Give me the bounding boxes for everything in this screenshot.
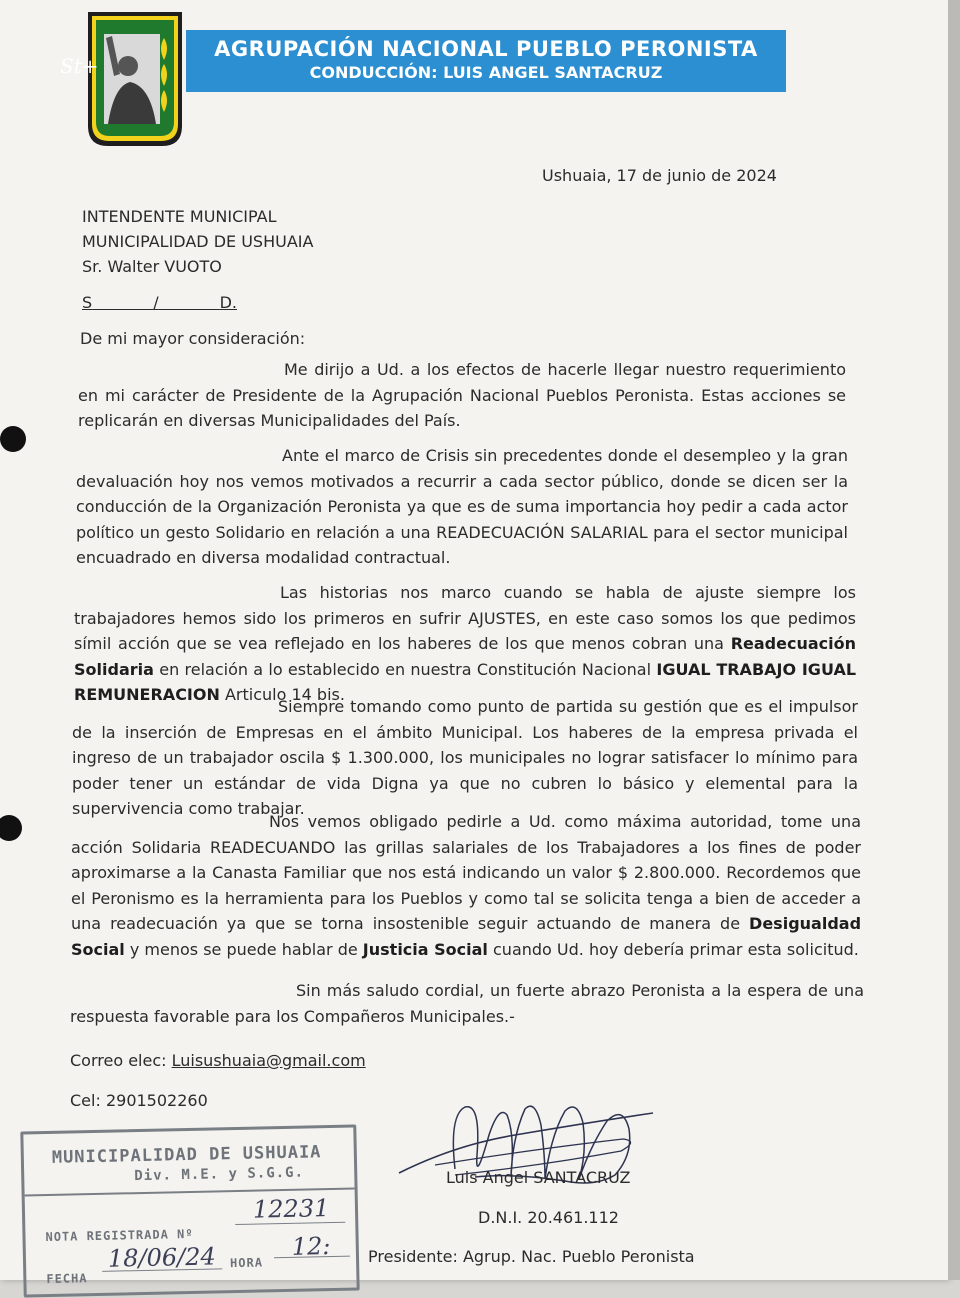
paragraph-4-text: Siempre tomando como punto de partida su gestión que es el impulsor de la inserción de Empresas en el ámbito Municipal. Los haberes de la empresa privada el ingreso de un trabajador oscila $ 1.300.000, los municipales no lograr satisfacer lo mínimo para poder tener un estándar de vida Digna ya que no cubren lo básico y elemental para la supervivencia como trabajar. bbox=[72, 697, 858, 818]
sd-s: S bbox=[82, 293, 93, 312]
paragraph-5-text-e: cuando Ud. hoy debería primar esta solicitud. bbox=[493, 939, 859, 959]
paragraph-3 bbox=[74, 580, 856, 708]
handwritten-mark: St+ bbox=[60, 54, 99, 78]
email-line bbox=[70, 1048, 366, 1074]
stamp-hora-label: HORA bbox=[229, 1255, 264, 1271]
phone-number: 2901502260 bbox=[105, 1091, 208, 1110]
paragraph-1-text: Me dirijo a Ud. a los efectos de hacerle llegar nuestro requerimiento en mi carácter de Presidente de la Agrupación Nacional Pueblos Peronista. Estas acciones se replicarán en diversas Municipalidades del País. bbox=[78, 360, 846, 430]
paragraph-3-text-c: en relación a lo establecido en nuestra Constitución Nacional bbox=[159, 659, 652, 679]
salutation-sd bbox=[82, 290, 237, 316]
greeting: De mi mayor consideración: bbox=[80, 329, 306, 348]
stamp-fecha-value: 18/06/24 bbox=[107, 1242, 217, 1273]
closing-text: Sin más saludo cordial, un fuerte abrazo Peronista a la espera de una respuesta favorable para los Compañeros Municipales.- bbox=[70, 981, 864, 1026]
date-line: Ushuaia, 17 de junio de 2024 bbox=[542, 166, 777, 185]
paragraph-5 bbox=[71, 809, 861, 962]
stamp-nota-number: 12231 bbox=[252, 1194, 330, 1224]
registration-stamp bbox=[20, 1124, 359, 1297]
signatory-name: Luis Angel SANTACRUZ bbox=[446, 1168, 631, 1187]
paragraph-5-bold-desigualdad: Desigualdad Social bbox=[71, 914, 862, 959]
paragraph-3-text-e: Articulo 14 bis. bbox=[224, 685, 345, 704]
phone-line bbox=[70, 1088, 208, 1114]
signatory-role: Presidente: Agrup. Nac. Pueblo Peronista bbox=[368, 1247, 695, 1266]
phone-label: Cel: bbox=[70, 1091, 101, 1110]
paragraph-5-bold-justicia: Justicia Social bbox=[362, 939, 488, 959]
stamp-hora-value: 12: bbox=[291, 1232, 331, 1261]
paragraph-4 bbox=[72, 694, 858, 822]
stamp-nota-label: NOTA REGISTRADA Nº bbox=[45, 1226, 194, 1245]
paragraph-2 bbox=[76, 443, 848, 571]
page-edge bbox=[948, 0, 960, 1280]
peronist-shield-logo bbox=[84, 8, 186, 148]
paragraph-5-text-a: Nos vemos obligado pedirle a Ud. como máxima autoridad, tome una acción Solidaria READECUANDO las grillas salariales de los Trabajadores a los fines de poder aproximarse a la Canasta Familiar que nos está indicando un valor $ 2.800.000. Recordemos que el Peronismo es la herramienta para los Pueblos y como tal se solicita tenga a bien de acceder a una readecuación ya que se torna insostenible seguir actuando de manera de bbox=[71, 812, 861, 933]
paragraph-5-text-c: y menos se puede hablar de bbox=[129, 939, 358, 959]
email-link[interactable]: Luisushuaia@gmail.com bbox=[171, 1051, 366, 1070]
header-banner bbox=[186, 30, 786, 92]
recipient-title: INTENDENTE MUNICIPAL bbox=[82, 207, 277, 226]
signatory-dni: D.N.I. 20.461.112 bbox=[478, 1208, 619, 1227]
paragraph-2-text: Ante el marco de Crisis sin precedentes donde el desempleo y la gran devaluación hoy nos vemos motivados a recurrir a cada sector público, donde se dicen ser la conducción de la Organización Peronista ya que es de suma importancia hoy pedir a cada actor político un gesto Solidario en relación a una READECUACIÓN SALARIAL para el sector municipal encuadrado en diversa modalidad contractual. bbox=[76, 446, 848, 567]
paragraph-3-text-a: Las historias nos marco cuando se habla de ajuste siempre los trabajadores hemos sido los primeros en sufrir AJUSTES, en este caso somos los que pedimos símil acción que se vea reflejado en los haberes de los que menos cobran una bbox=[74, 583, 856, 653]
sd-d: D. bbox=[219, 293, 238, 312]
email-label: Correo elec: bbox=[70, 1051, 167, 1070]
org-name: AGRUPACIÓN NACIONAL PUEBLO PERONISTA bbox=[214, 37, 758, 61]
recipient-institution: MUNICIPALIDAD DE USHUAIA bbox=[82, 232, 314, 251]
stamp-fecha-label: FECHA bbox=[46, 1271, 88, 1287]
paragraph-3-bold-solidaria: Readecuación Solidaria bbox=[74, 634, 856, 679]
sd-slash: / bbox=[153, 293, 159, 312]
paragraph-3-bold-igual: IGUAL TRABAJO IGUAL REMUNERACION bbox=[74, 659, 857, 704]
recipient-name: Sr. Walter VUOTO bbox=[82, 257, 222, 276]
stamp-division: Div. M.E. y S.G.G. bbox=[134, 1164, 305, 1185]
punch-hole-top bbox=[0, 426, 26, 452]
stamp-title: MUNICIPALIDAD DE USHUAIA bbox=[51, 1142, 322, 1168]
paragraph-closing bbox=[70, 978, 864, 1029]
paragraph-1 bbox=[78, 357, 846, 434]
leadership-line: CONDUCCIÓN: LUIS ANGEL SANTACRUZ bbox=[309, 63, 663, 82]
